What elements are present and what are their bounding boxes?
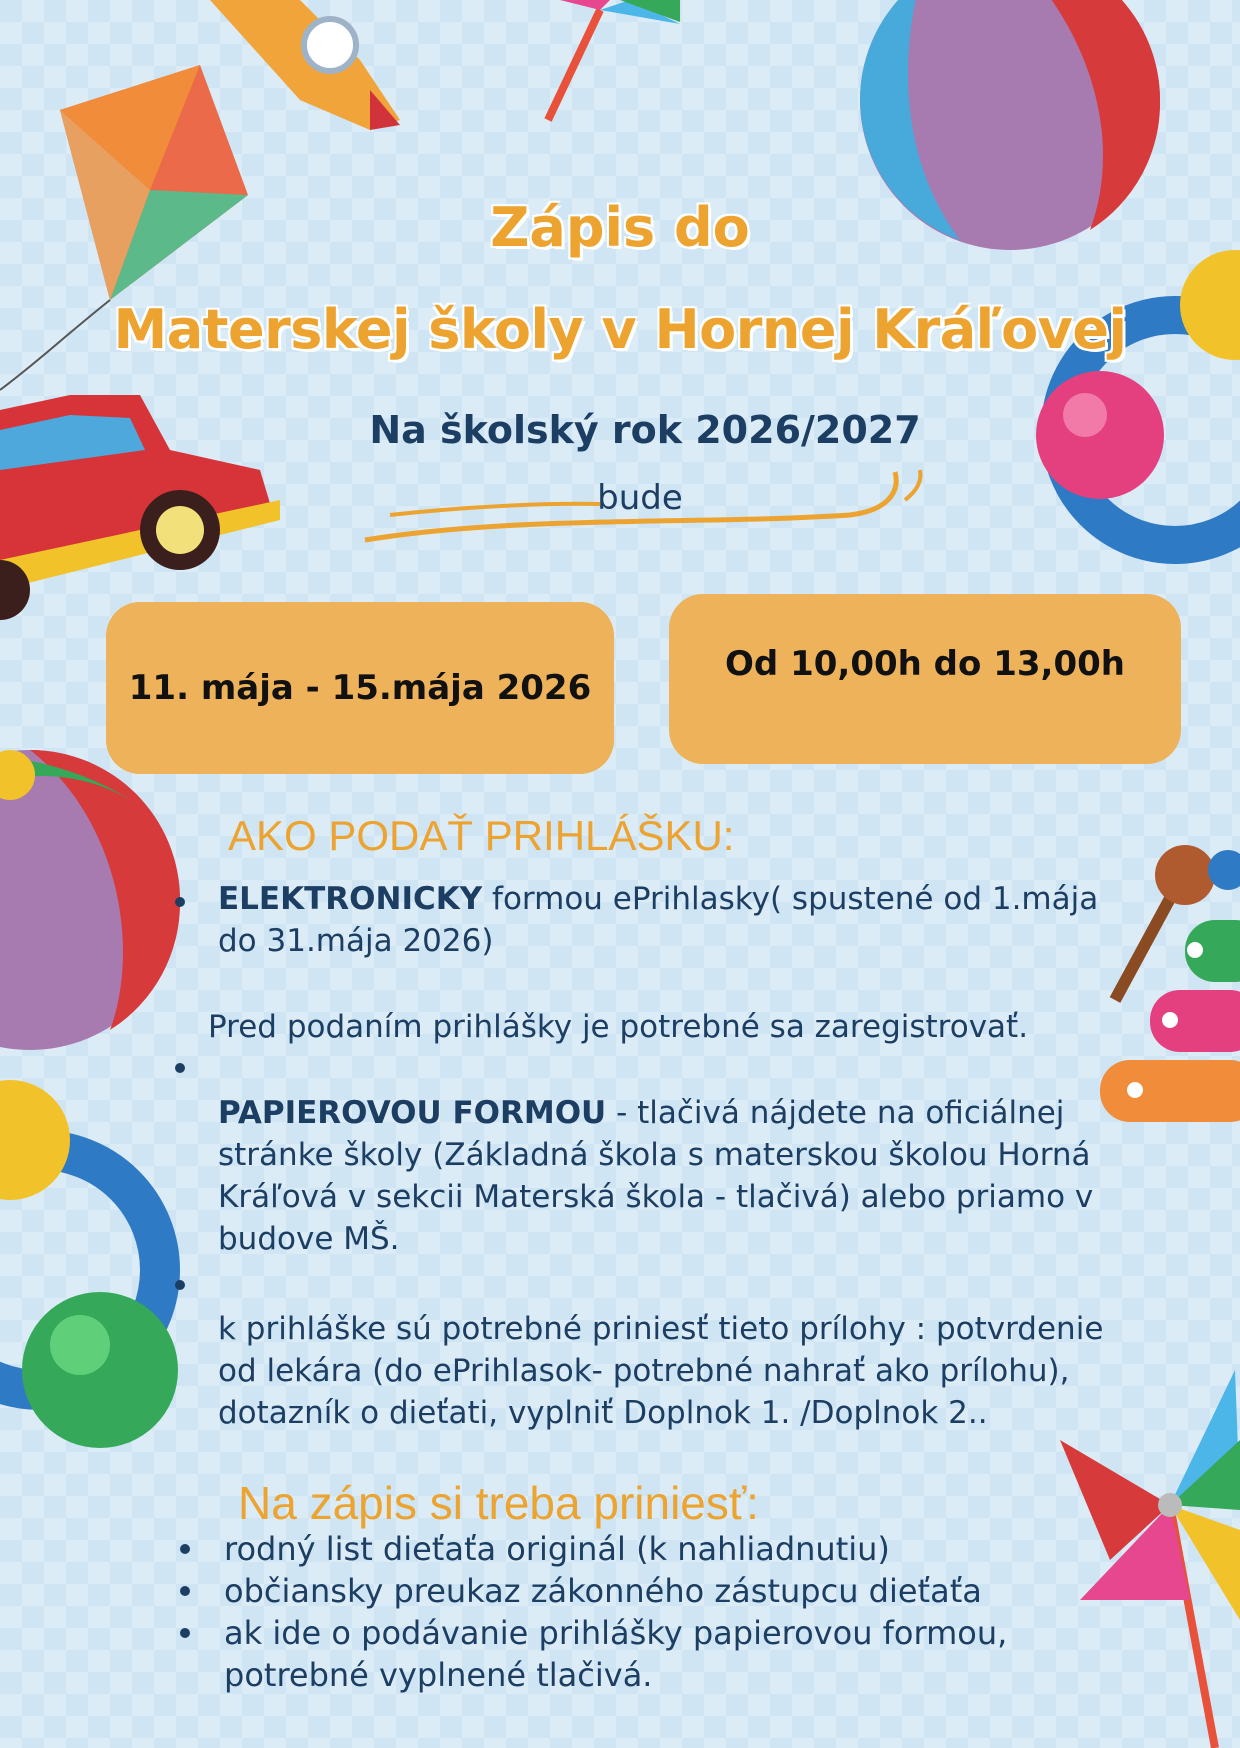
date-range-text: 11. mája - 15.mája 2026 — [128, 668, 592, 708]
bullet — [175, 1063, 185, 1073]
bring-list — [180, 1528, 1124, 1696]
list-item: občiansky preukaz zákonného zástupcu dieťaťa — [180, 1570, 1124, 1612]
xylophone-icon — [1100, 845, 1240, 1122]
apply-electronic-item — [218, 878, 1118, 962]
bullet — [175, 1280, 185, 1290]
how-to-apply-heading: AKO PODAŤ PRIHLÁŠKU: — [228, 812, 735, 859]
date-range-box — [106, 602, 614, 774]
page-title-line2: Materskej školy v Hornej Kráľovej — [113, 298, 1127, 361]
rocket-icon — [210, 0, 400, 130]
apply-paper-label: PAPIEROVOU FORMOU — [218, 1095, 607, 1131]
ring-toy-icon — [0, 1080, 178, 1448]
apply-paper-text: - tlačivá nájdete na oficiálnej stránke školy (Základná škola s materskou školou Horná Kráľová v sekcii Materská škola - tlačivá) alebo priamo v budove MŠ. — [218, 1095, 1094, 1257]
registration-note: Pred podaním prihlášky je potrebné sa zaregistrovať. — [208, 1009, 1029, 1045]
apply-paper-item — [218, 1092, 1118, 1260]
beach-ball-icon — [0, 750, 180, 1050]
attachments-item: k prihláške sú potrebné priniesť tieto prílohy : potvrdenie od lekára (do ePrihlasok- potrebné nahrať ako prílohu), dotazník o dieťati, vyplniť Doplnok 1. /Doplnok 2.. — [218, 1311, 1104, 1431]
pinwheel-icon — [548, 0, 680, 120]
hours-box — [669, 594, 1181, 764]
bring-list-heading: Na zápis si treba priniesť: — [238, 1477, 759, 1529]
page-title-line1: Zápis do — [490, 196, 750, 259]
apply-electronic-text: formou ePrihlasky( spustené od 1.mája do 31.mája 2026) — [218, 881, 1099, 959]
ring-toy-icon — [1036, 250, 1240, 545]
bude-label: bude — [597, 478, 683, 518]
hours-text: Od 10,00h do 13,00h — [725, 644, 1125, 684]
list-item: ak ide o podávanie prihlášky papierovou formou, potrebné vyplnené tlačivá. — [180, 1612, 1124, 1696]
apply-electronic-label: ELEKTRONICKY — [218, 881, 483, 917]
list-item: rodný list dieťaťa originál (k nahliadnutiu) — [180, 1528, 1124, 1570]
school-year: Na školský rok 2026/2027 — [369, 408, 921, 452]
bullet — [175, 897, 185, 907]
